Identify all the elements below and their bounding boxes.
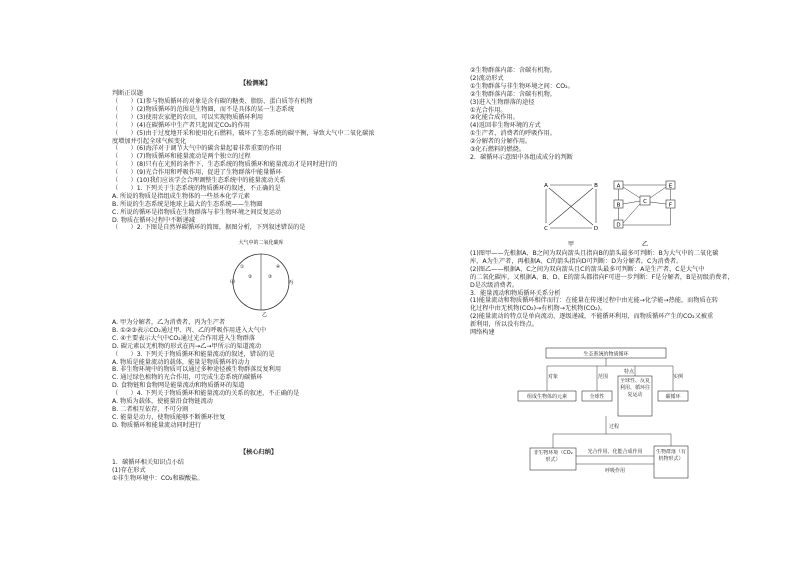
answer-line: D. 食物链和食物网是能量流动和物质循环的渠道: [112, 382, 245, 390]
fig-jia-node-b: B: [594, 183, 598, 189]
core-title: 【核心归纳】: [240, 449, 278, 456]
net-edge-feature: 特点: [623, 369, 635, 375]
label-4: ④: [276, 265, 281, 270]
label-2: ②: [248, 275, 253, 280]
label-bing: 丙: [288, 280, 294, 286]
question-line: （ ）2. 下图是自然界碳循环的简图，据图分析，下列叙述错误的是: [112, 224, 306, 232]
analysis-line: (1)能量流动和物质循环相伴而行：在能量在传递过程中由光能→化学能→热能，而物质在转: [470, 297, 719, 305]
net-box-carbon-label: 碳循环: [665, 394, 681, 400]
core-line: (1)存在形式: [112, 466, 146, 474]
fig-yi-node-d: D: [616, 222, 621, 229]
answer-line: C. 能量是动力，使物质能够不断循环往复: [112, 413, 226, 421]
summary-line: ③化石燃料的燃烧。: [470, 146, 526, 153]
question-line: （ ）(10)我们应该学会合理调整生态系统中的能量流动关系: [112, 177, 286, 184]
net-arrow-top-label: 光合作用、化能合成作用: [587, 449, 643, 455]
summary-line: ②化能合成作用。: [470, 114, 519, 122]
summary-line: ①光合作用。: [470, 106, 507, 114]
diagram-title: 大气中的二氧化碳库: [238, 240, 284, 246]
fig-yi-edge: [623, 204, 640, 223]
answer-line: A. 物质为载体，使能量沿食物链流动: [112, 398, 213, 405]
fig-caption-yi: 乙: [641, 241, 649, 248]
net-edge-object: 对象: [547, 374, 559, 380]
question-line: B. 所说的生态系统是地球上最大的生态系统——生物圈: [112, 200, 263, 208]
summary-line: ②生物群落内部：含碳有机物。: [470, 67, 556, 74]
label-3: ③: [268, 275, 273, 280]
carbon-cycle-diagram: [226, 238, 296, 320]
question-line: （ ）(6)海洋对于调节大气中的碳含量起着非常重要的作用: [112, 145, 282, 153]
question-line: （ ）(3)使用农家肥的农田，可以实现物质循环利用: [112, 113, 264, 121]
summary-line: (4)返回非生物环境的方式: [470, 122, 541, 130]
label-yi: 乙: [262, 312, 268, 318]
summary-line: 2．碳循环示意图中各组成成分的判断: [470, 153, 573, 161]
answer-line: A. 物质是能量流动的载体，能量是物质循环的动力: [112, 358, 250, 366]
net-box-features-label: 全球性、反复利用、循环往复运动: [619, 378, 650, 398]
fig-yi-edge: [623, 201, 640, 204]
answer-line: B. 二者相互依存，不可分割: [112, 405, 189, 413]
analysis-line: 化过程中由无机物(CO₂)→有机物→无机物(CO₂)。: [470, 305, 607, 313]
carbon-figure-jia: [542, 178, 602, 248]
fig-yi-node-e: E: [668, 183, 673, 190]
summary-line: ①生物群落与非生物环境之间：CO₂。: [470, 82, 574, 90]
answer-line: D. 碳元素以无机物的形式在丙→乙→甲所示的渠道流动: [112, 342, 262, 350]
summary-line: ①生产者、消费者的呼吸作用。: [470, 130, 556, 138]
label-1: ①: [240, 265, 245, 270]
analysis-line: 3．能量流动和物质循环关系分析: [470, 289, 561, 297]
net-edge-example: 实例: [672, 374, 684, 380]
net-right-node-label: 生物群落（有机物形式）: [655, 449, 686, 462]
fig-yi-node-b: B: [616, 202, 621, 209]
fig-jia-node-d: D: [593, 226, 599, 232]
fig-yi-edge: [650, 202, 666, 204]
answer-line: B. ①②③表示CO₂通过甲、丙、乙的呼吸作用进入大气中: [112, 326, 267, 334]
fig-caption-jia: 甲: [567, 241, 575, 248]
question-line: （ ）(1)参与物质循环的对象是含有碳的糖类、脂肪、蛋白质等有机物: [112, 98, 313, 105]
analysis-line: 网络构建: [470, 329, 495, 336]
answer-line: （ ）4. 下列关于物质循环和能量流动的关系的叙述，不正确的是: [112, 390, 300, 398]
answer-line: （ ）3. 下列关于物质循环和能量流动的叙述，错误的是: [112, 350, 275, 358]
section-title: 【检测案】: [240, 80, 271, 87]
net-left-fo: [531, 450, 575, 470]
question-line: （ ）(5)由于过度地开采和使用化石燃料，破坏了生态系统的碳平衡，导致大气中二氧化碳浓: [112, 129, 375, 137]
answer-line: A. 甲为分解者，乙为消费者，丙为生产者: [112, 319, 226, 326]
question-line: C. 所说的循环是指物质在生物群落与非生物环境之间反复运动: [112, 208, 282, 216]
fig-yi-node-a: A: [616, 183, 621, 190]
subtitle: 判断正误题: [112, 90, 143, 97]
concept-network: [516, 346, 692, 498]
question-line: （ ）(7)物质循环和能量流动是两个独立的过程: [112, 153, 251, 161]
fig-yi-edge: [623, 187, 640, 198]
fig-jia-node-c: C: [544, 226, 548, 232]
summary-line: ②分解者的分解作用。: [470, 138, 532, 146]
summary-line: (2)流动形式: [470, 74, 504, 82]
fig-jia-node-a: A: [544, 183, 548, 189]
net-process-label: 过程: [608, 424, 620, 430]
net-edge-range: 范围: [597, 374, 609, 380]
net-left-node-label: 非生物环境（CO₂形式）: [533, 450, 573, 463]
answer-line: B. 非生物环境中的物质可以通过多种途径被生物群落反复利用: [112, 366, 282, 374]
question-line: （ ）(2)物质循环的范围是生物圈，而不是具体的某一生态系统: [112, 105, 295, 113]
analysis-line: (2)能量流动的特点是单向流动、逐级递减，不能循环利用，而物质循环产生的CO₂又被重: [470, 313, 714, 321]
analysis-line: 新利用，所以没有终点。: [470, 321, 539, 329]
analysis-line: 库，A为生产者，再根据A、C的箭头指向D可判断：D为分解者，C为消费者。: [470, 257, 683, 265]
fig-yi-node-c: C: [643, 199, 647, 205]
answer-line: C. ④主要表示大气中CO₂通过光合作用进入生物群落: [112, 334, 256, 342]
analysis-line: D是次级消费者。: [470, 281, 519, 289]
net-arrow-bottom-label: 呼吸作用: [604, 468, 626, 474]
answer-line: C. 通过绿色植物的光合作用，可完成生态系统的碳循环: [112, 374, 263, 382]
question-line: （ ）(8)只有在光照的条件下，生态系统的物质循环和能量流动才是同时进行的: [112, 161, 338, 169]
net-box-elements-label: 组成生物体的元素: [526, 394, 568, 400]
question-line: D. 物质在循环过程中不断递减: [112, 216, 195, 224]
analysis-line: (2)图乙——根据A、C之间为双向箭头且C的箭头最多可判断：A是生产者，C是大气中: [470, 265, 705, 273]
summary-line: (3)进入生物群落的途径: [470, 98, 535, 106]
question-line: （ ）(9)光合作用和呼吸作用，促进了生物群落中能量循环: [112, 169, 282, 177]
net-top-label: 生态系统的物质循环: [583, 351, 629, 358]
answer-line: D. 物质循环和能量流动同时进行: [112, 421, 202, 429]
analysis-line: 的二氧化碳库，又根据A、B、D、E的箭头都指向F可进一步判断：F是分解者，B是初级消费者，: [470, 273, 734, 281]
net-right-fo: [655, 449, 687, 477]
right-column: [400, 0, 794, 562]
label-jia: 甲: [230, 280, 236, 286]
core-line: 1．碳循环相关知识点小结: [112, 459, 184, 466]
net-box-global-label: 全球性: [589, 394, 605, 400]
question-line: （ ）(4)在碳循环中生产者只起固定CO₂的作用: [112, 121, 250, 129]
fig-yi-edge: [650, 187, 666, 198]
question-line: 度增加并引起全球气候变化: [112, 137, 187, 145]
carbon-figure-yi: [612, 178, 680, 248]
net-features-fo: [619, 378, 651, 414]
analysis-line: (1)图甲——先根据A、B之间为双向箭头且指向B的箭头最多可判断：B为大气中的二氧化碳: [470, 250, 719, 257]
summary-line: ②生物群落内部：含碳有机物。: [470, 90, 556, 98]
core-line: ①非生物环境中：CO₂和碳酸盐。: [112, 474, 204, 482]
question-line: A. 所说的物质是指组成生物体的一些基本化学元素: [112, 192, 250, 200]
question-line: （ ）1. 下列关于生态系统的物质循环的叙述，不正确的是: [112, 184, 281, 192]
fig-yi-node-f: F: [668, 202, 673, 209]
